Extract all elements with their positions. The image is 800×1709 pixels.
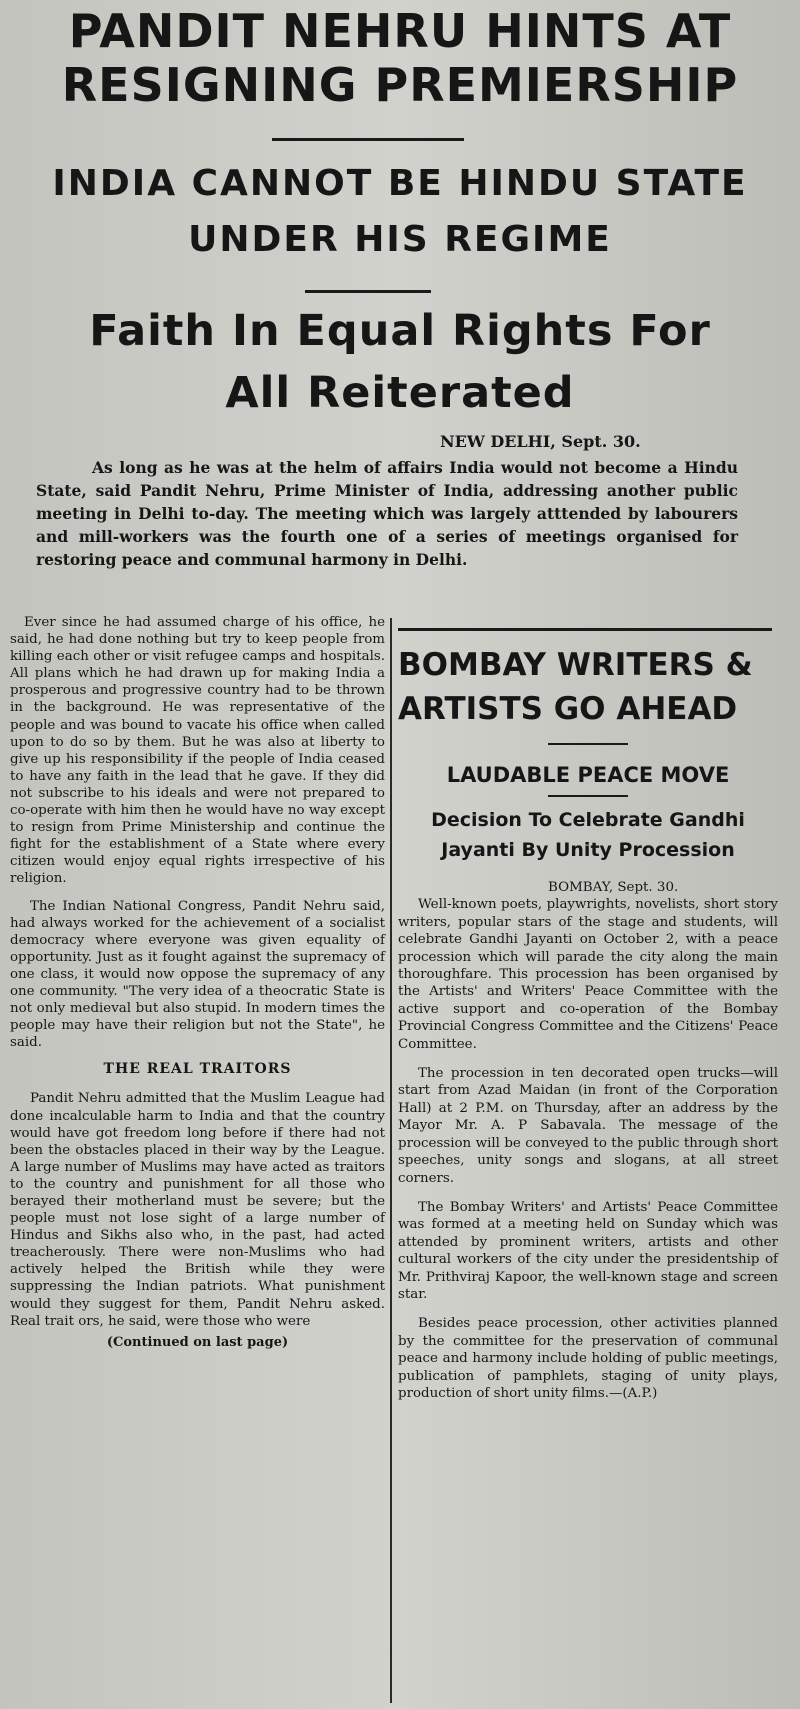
headline-divider-2: [305, 290, 431, 293]
left-paragraph-3: Pandit Nehru admitted that the Muslim League had done incalculable harm to India and that the country would have got freedom long before if there had not been the obstacles placed in their way by the League. A large number of Muslims may have acted as traitors to the country and punishment for all those who berayed their motherland must be severe; but the people must not lose sight of a large number of Hindus and Sikhs also who, in the past, had acted treacherously. There were non-Muslims who had actively helped the British while they were suppressing the Indian patriots. What punishment would they suggest for them, Pandit Nehru asked. Real trait ors, he said, were those who were: [10, 1091, 385, 1329]
main-headline-line-1: PANDIT NEHRU HINTS AT: [68, 4, 732, 58]
right-column-top-rule: [398, 628, 772, 631]
right-paragraph-4: Besides peace procession, other activities planned by the committee for the preservation of communal peace and harmony include holding of public meetings, publication of pamphlets, staging of unity plays, production of short unity films.—(A.P.): [398, 1316, 778, 1401]
right-deck-line-1: Decision To Celebrate Gandhi: [431, 809, 745, 831]
right-deck: [398, 805, 778, 865]
right-headline-line-1: BOMBAY WRITERS &: [398, 647, 753, 683]
right-article-body: [398, 879, 778, 1402]
right-headline-line-2: ARTISTS GO AHEAD: [398, 691, 738, 727]
left-subhead: THE REAL TRAITORS: [103, 1061, 292, 1078]
lede-paragraph: As long as he was at the helm of affairs India would not become a Hindu State, said Pandit Nehru, Prime Minister of India, addressing another public meeting in Delhi to-day. The meeting which was largely atttended by labourers and mill-workers was the fourth one of a series of meetings organised for restoring peace and communal harmony in Delhi.: [36, 458, 738, 569]
right-divider-1: [548, 743, 628, 745]
second-headline-line-1: INDIA CANNOT BE HINDU STATE: [52, 163, 748, 204]
continued-notice: (Continued on last page): [106, 1334, 289, 1350]
second-headline-line-2: UNDER HIS REGIME: [188, 219, 612, 260]
third-headline-line-1: Faith In Equal Rights For: [89, 306, 711, 356]
right-column: [398, 622, 778, 1414]
main-headline-line-2: RESIGNING PREMIERSHIP: [61, 58, 739, 112]
column-divider: [390, 618, 392, 1703]
headline-divider-1: [272, 138, 464, 141]
right-headline: [398, 643, 778, 731]
right-divider-2: [548, 795, 628, 797]
right-paragraph-1: Well-known poets, playwrights, novelists, short story writers, popular stars of the stage and students, will celebrate Gandhi Jayanti on October 2, with a peace procession which will parade the city along the main thoroughfare. This procession has been organised by the Artists' and Writers' Peace Committee with the active support and co-operation of the Bombay Provincial Congress Committee and the Citizens' Peace Committee.: [398, 897, 778, 1052]
left-paragraph-1: Ever since he had assumed charge of his office, he said, he had done nothing but try to keep people from killing each other or visit refugee camps and hospitals. All plans which he had drawn up for making India a prosperous and progressive country had to be thrown in the background. He was representative of the people and was bound to vacate his office when called upon to do so by them. But he was also at liberty to give up his responsibility if the people of India ceased to have any faith in the lead that he gave. If they did not subscribe to his ideals and were not prepared to co-operate with him then he would have no way except to resign from Prime Ministership and continue the fight for the establishment of a State where every citizen would enjoy equal rights irrespective of his religion.: [10, 615, 385, 887]
right-dateline: BOMBAY, Sept. 30.: [548, 880, 679, 895]
left-paragraph-2: The Indian National Congress, Pandit Nehru said, had always worked for the achievement of a socialist democracy where everyone was given equality of opportunity. Just as it fought against the supremacy of one class, it would now oppose the supremacy of any one community. "The very idea of a theocratic State is not only medieval but also stupid. In modern times the people may have their religion but not the State", he said.: [10, 898, 385, 1051]
second-headline: [0, 156, 800, 268]
right-deck-line-2: Jayanti By Unity Procession: [441, 839, 735, 861]
third-headline-line-2: All Reiterated: [225, 368, 575, 418]
left-column: [10, 614, 385, 1351]
right-paragraph-3: The Bombay Writers' and Artists' Peace Committee was formed at a meeting held on Sunday which was attended by prominent writers, artists and other cultural workers of the city under the presidentship of Mr. Prithviraj Kapoor, the well-known stage and screen star.: [398, 1199, 778, 1302]
third-headline: [0, 300, 800, 424]
main-dateline: NEW DELHI, Sept. 30.: [440, 432, 641, 451]
right-subheadline: LAUDABLE PEACE MOVE: [446, 763, 730, 787]
right-paragraph-2: The procession in ten decorated open trucks—will start from Azad Maidan (in front of the Corporation Hall) at 2 P.M. on Thursday, after an address by the Mayor Mr. A. P Sabavala. The message of the procession will be conveyed to the public through short speeches, unity songs and slogans, at all street corners.: [398, 1066, 778, 1186]
main-headline: [0, 4, 800, 112]
